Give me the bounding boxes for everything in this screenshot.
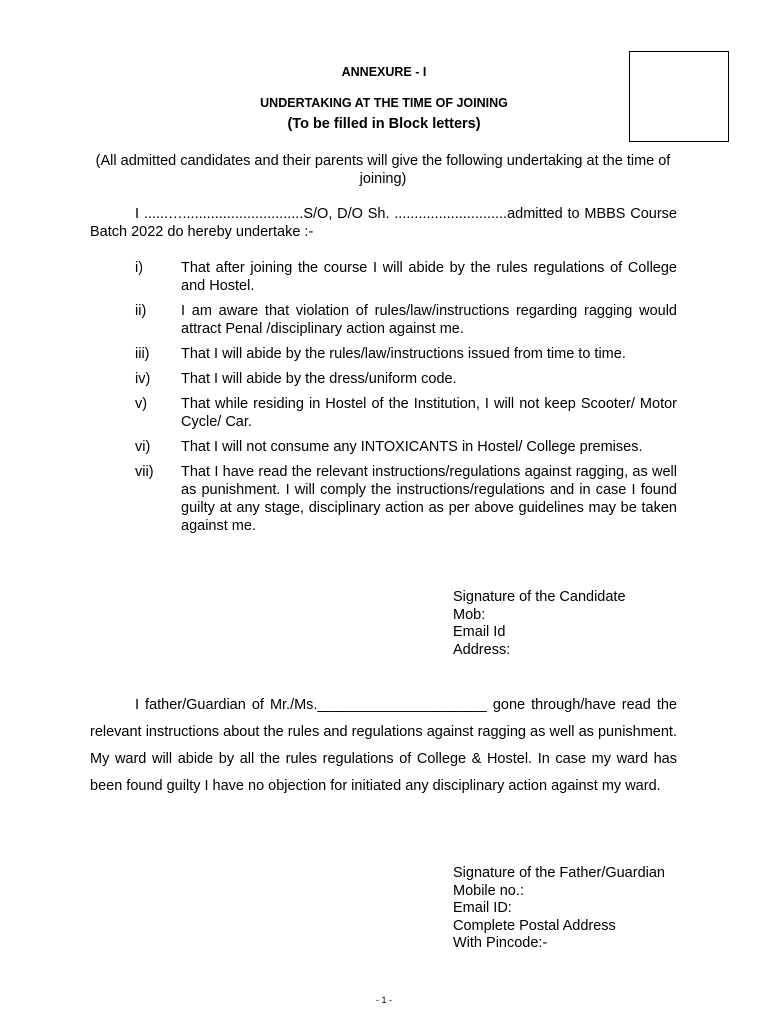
list-item-number: v) — [135, 396, 148, 412]
guardian-address-label: Complete Postal Address — [453, 917, 616, 934]
candidate-mob-label: Mob: — [453, 606, 486, 623]
page-number: - 1 - — [375, 995, 392, 1005]
list-item-number: vi) — [135, 439, 151, 455]
list-item-number: i) — [135, 260, 144, 276]
declaration-paragraph: I ......…..............................S/O, D/O Sh. ............................admitted to MBBS Course Batch 2022 do hereby undertake :- — [90, 206, 677, 240]
undertaking-list — [135, 259, 677, 542]
guardian-mobile-label: Mobile no.: — [453, 882, 524, 899]
guardian-signature-label: Signature of the Father/Guardian — [453, 865, 665, 881]
list-item-text: That while residing in Hostel of the Institution, I will not keep Scooter/ Motor Cycle/ Car. — [181, 396, 677, 430]
list-item-number: vii) — [135, 464, 154, 480]
guardian-email-label: Email ID: — [453, 900, 512, 916]
list-item-text: That I will abide by the rules/law/instructions issued from time to time. — [181, 346, 626, 362]
list-item-text: That I will not consume any INTOXICANTS in Hostel/ College premises. — [181, 439, 643, 455]
list-item — [135, 345, 677, 363]
list-item — [135, 395, 677, 431]
annexure-label: ANNEXURE - I — [341, 65, 427, 79]
document-title: UNDERTAKING AT THE TIME OF JOINING — [260, 96, 508, 110]
list-item — [135, 370, 677, 388]
candidate-address-label: Address: — [453, 641, 511, 658]
guardian-pincode-label: With Pincode:- — [453, 935, 548, 951]
list-item-text: That I will abide by the dress/uniform code. — [181, 371, 457, 387]
list-item-text: I am aware that violation of rules/law/instructions regarding ragging would attract Penal /disciplinary action against me. — [181, 303, 677, 337]
document-subtitle: (To be filled in Block letters) — [287, 116, 481, 132]
list-item-text: That I have read the relevant instructions/regulations against ragging, as well as punishment. I will comply the instructions/regulations and in case I found guilty at any stage, disciplinary action as per above guidelines may be taken against me. — [181, 464, 677, 534]
guardian-paragraph: I father/Guardian of Mr./Ms._____________________ gone through/have read the relevant instructions about the rules and regulations against ragging as well as punishment. My ward will abide by all the rules regulations of College & Hostel. In case my ward has been found guilty I have no objection for initiated any disciplinary action against my ward. — [90, 697, 677, 794]
list-item-number: iii) — [135, 346, 150, 362]
list-item — [135, 463, 677, 535]
list-item — [135, 438, 677, 456]
list-item-text: That after joining the course I will abide by the rules regulations of College and Hostel. — [181, 260, 677, 294]
candidate-email-label: Email Id — [453, 624, 506, 640]
candidate-signature-block — [453, 589, 626, 659]
candidate-signature-label: Signature of the Candidate — [453, 589, 626, 605]
intro-text: (All admitted candidates and their parents will give the following undertaking at the time of joining) — [95, 153, 671, 187]
list-item-number: ii) — [135, 303, 147, 319]
guardian-signature-block — [453, 865, 665, 953]
list-item — [135, 302, 677, 338]
list-item-number: iv) — [135, 371, 151, 387]
list-item — [135, 259, 677, 295]
